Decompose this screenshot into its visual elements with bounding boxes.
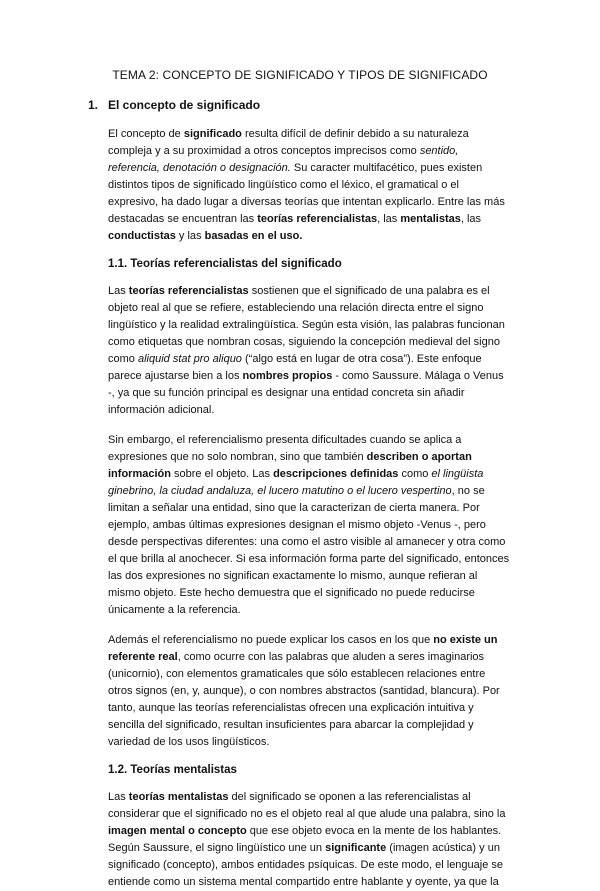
text-run: sobre el objeto. Las <box>170 468 274 480</box>
text-run: , no se limitan a señalar una entidad, sino que la caracterizan de cierta manera. Por ejemplo, ambas últimas expresiones designan el mismo objeto -Venus -, pero desde perspectivas diferentes: una como el astro visible al amanecer y otra como el que brilla al anochecer. Si esa información forma parte del significado, entonces las dos expresiones no significan exactamente lo mismo, aunque refieran al mismo objeto. Este hecho demuestra que el significado no puede reducirse únicamente a la referencia. <box>108 485 510 616</box>
paragraph <box>108 283 512 419</box>
paragraph <box>108 789 512 891</box>
text-run: y las <box>175 230 205 242</box>
bold-text: mentalistas <box>400 213 461 225</box>
bold-text: teorías referencialistas <box>257 213 378 225</box>
text-run: Las <box>108 791 129 803</box>
text-run: Su caracter multifacético, pues existen distintos tipos de significado lingüístico como el léxico, el gramatical o el expresivo, ha dado lugar a diversas teorías que intentan explicarlo. Entre las más destacadas se encuentran las <box>108 162 505 225</box>
bold-text: imagen mental o concepto <box>108 825 247 837</box>
section-number: 1. <box>88 98 99 112</box>
text-run: (imagen acústica) y un significado (concepto), ambos entidades psíquicas. De este modo, el lenguaje se entiende como un sistema mental compartido entre hablante y oyente, ya que la <box>108 842 504 888</box>
text-run: , las <box>460 213 482 225</box>
text-run: , como ocurre con las palabras que aluden a seres imaginarios (unicornio), con elementos gramaticales que sólo establecen relaciones entre otros signos (en, y, aunque), o con nombres abstractos (santidad, blancura). Por tanto, aunque las teorías referencialistas ofrecen una explicación intuitiva y sencilla del significado, resultan insuficientes para abarcar la complejidad y variedad de los usos lingüísticos. <box>108 651 500 748</box>
italic-text: el lingüista ginebrino, la ciudad andaluza, el lucero matutino o el lucero vespertino <box>108 468 484 497</box>
section-heading <box>88 98 512 112</box>
text-run: del significado se oponen a las referencialistas al considerar que el significado no es el objeto real al que alude una palabra, sino la <box>108 791 506 820</box>
subsection-heading-mentalistas: 1.2. Teorías mentalistas <box>108 764 237 776</box>
bold-text: nombres propios <box>242 370 333 382</box>
text-run: , las <box>377 213 401 225</box>
text-run: como <box>398 468 432 480</box>
text-run: Además el referencialismo no puede explicar los casos en los que <box>108 634 434 646</box>
bold-text: significado <box>183 128 242 140</box>
italic-text: sentido, referencia, denotación o designación. <box>108 145 459 174</box>
text-run: sostienen que el significado de una palabra es el objeto real al que se refiere, estableciendo una relación directa entre el signo lingüístico y la realidad extralingüística. Según esta visión, las palabras funcionan como etiquetas que nombran cosas, siguiendo la concepción medieval del signo como <box>108 285 505 365</box>
bold-text: teorías mentalistas <box>128 791 229 803</box>
bold-text: describen o aportan información <box>108 451 472 480</box>
text-run: que ese objeto evoca en la mente de los hablantes. Según Saussure, el signo lingüístico une un <box>108 825 502 854</box>
text-run: El concepto de <box>108 128 184 140</box>
text-run: - como Saussure. Málaga o Venus -, ya que su función principal es designar una entidad concreta sin añadir información adicional. <box>108 370 504 416</box>
bold-text: descripciones definidas <box>273 468 399 480</box>
subsection-heading-referencialistas: 1.1. Teorías referencialistas del significado <box>108 258 342 270</box>
document-title: TEMA 2: CONCEPTO DE SIGNIFICADO Y TIPOS DE SIGNIFICADO <box>112 68 488 82</box>
text-run: resulta difícil de definir debido a su naturaleza compleja y a su proximidad a otros conceptos imprecisos como <box>108 128 469 157</box>
section-title: El concepto de significado <box>108 98 261 112</box>
bold-text: significante <box>325 842 387 854</box>
bold-text: conductistas <box>108 230 176 242</box>
italic-text: aliquid stat pro aliquo <box>137 353 242 365</box>
text-run: (“algo está en lugar de otra cosa”). Este enfoque parece ajustarse bien a los <box>108 353 482 382</box>
text-run: Sin embargo, el referencialismo presenta dificultades cuando se aplica a expresiones que no solo nombran, sino que también <box>108 434 462 463</box>
bold-text: basadas en el uso. <box>204 230 303 242</box>
bold-text: teorías referencialistas <box>128 285 249 297</box>
paragraph <box>108 632 512 751</box>
paragraph <box>108 432 512 619</box>
text-run: Las <box>108 285 129 297</box>
bold-text: no existe un referente real <box>108 634 498 663</box>
paragraph <box>108 126 512 245</box>
